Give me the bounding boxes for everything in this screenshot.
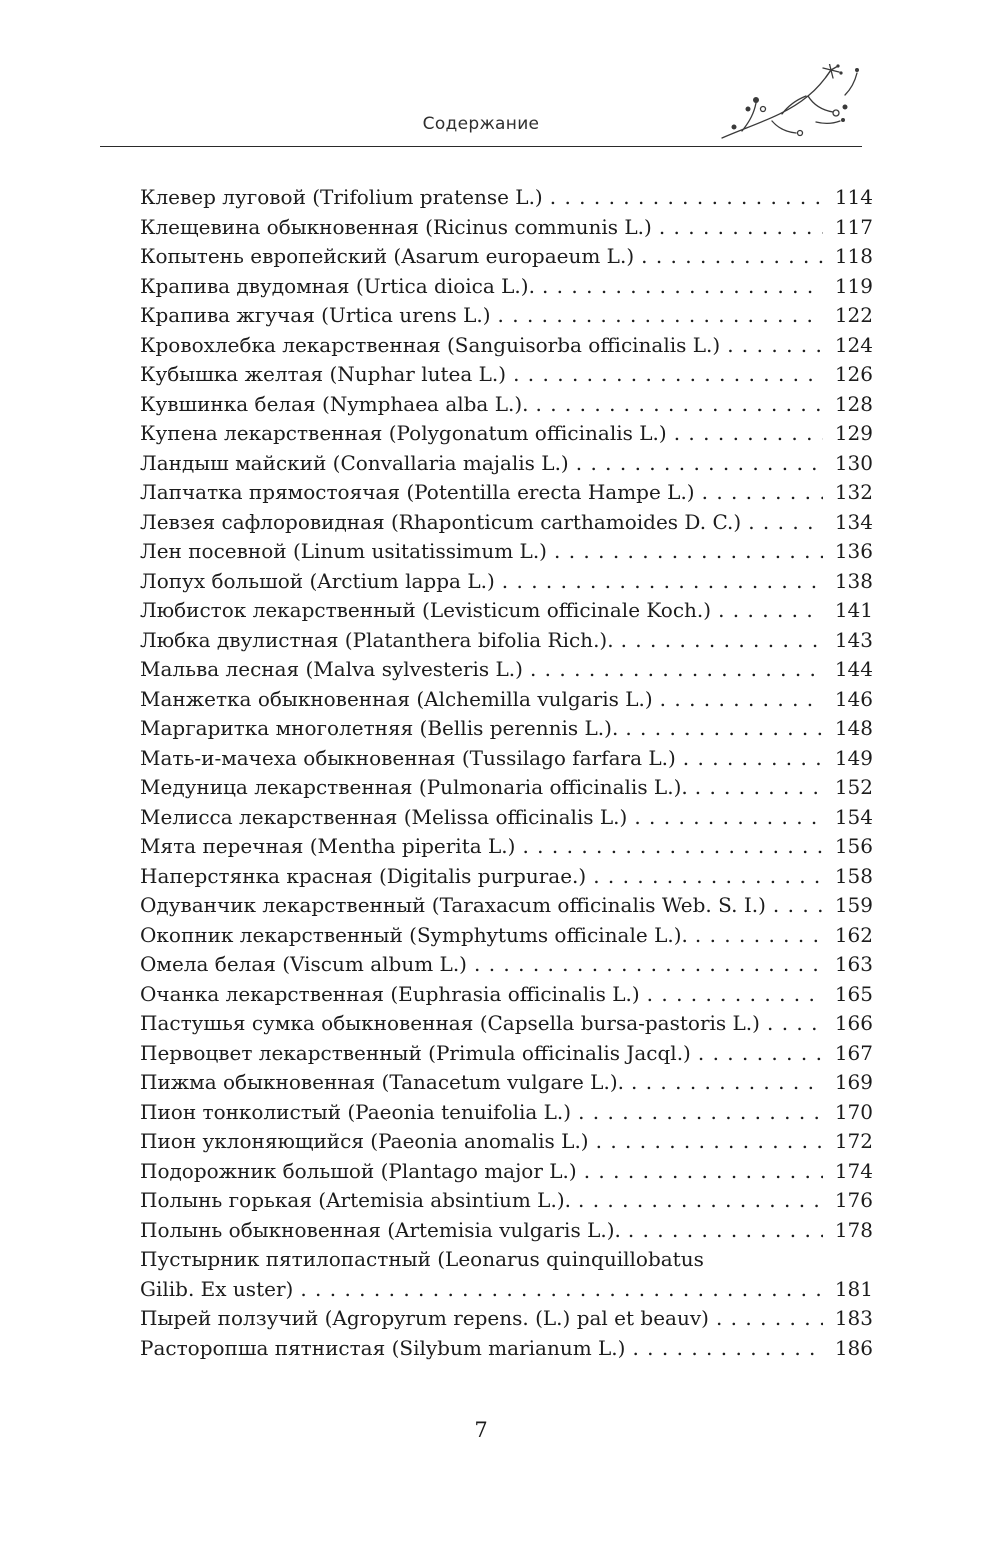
toc-entry — [140, 773, 873, 803]
toc-entry — [140, 1304, 873, 1334]
toc-dot-leader — [767, 1009, 823, 1039]
toc-entry-title: Пион тонколистый (Paeonia tenuifolia L.) — [140, 1099, 572, 1124]
toc-entry-page: 129 — [834, 421, 873, 445]
toc-entry-page: 136 — [834, 539, 873, 563]
toc-entry-title: Любисток лекарственный (Levisticum officinale Koch.) — [140, 598, 712, 622]
toc-dot-leader — [474, 950, 823, 980]
toc-entry-page: 167 — [834, 1040, 873, 1065]
toc-entry — [140, 449, 873, 479]
toc-entry-title: Крапива двудомная (Urtica dioica L.). — [140, 273, 535, 298]
toc-entry-title: Омела белая (Viscum album L.) — [140, 952, 467, 976]
toc-entry-page: 117 — [834, 214, 873, 239]
toc-entry-title: Мята перечная (Mentha piperita L.) — [140, 834, 516, 858]
toc-entry-page: 158 — [834, 863, 873, 888]
toc-dot-leader — [300, 1275, 823, 1305]
toc-entry-title: Левзея сафлоровидная (Rhaponticum carthamoides D. C.) — [140, 509, 742, 534]
toc-entry-title: Лапчатка прямостоячая (Potentilla erecta Hampe L.) — [140, 480, 695, 504]
toc-dot-leader — [647, 980, 823, 1010]
toc-entry-page: 124 — [834, 332, 873, 357]
toc-list — [140, 183, 873, 1363]
toc-entry — [140, 360, 873, 390]
toc-dot-leader — [716, 1304, 823, 1334]
toc-entry-title: Пижма обыкновенная (Tanacetum vulgare L.). — [140, 1070, 624, 1094]
toc-entry-title: Кубышка желтая (Nuphar lutea L.) — [140, 362, 507, 386]
toc-entry-title: Очанка лекарственная (Euphrasia officinalis L.) — [140, 981, 640, 1006]
toc-entry — [140, 1275, 873, 1305]
toc-entry — [140, 242, 873, 272]
toc-entry — [140, 744, 873, 774]
toc-dot-leader — [542, 272, 823, 302]
toc-entry-title: Мальва лесная (Malva sylvesteris L.) — [140, 657, 523, 681]
toc-entry — [140, 832, 873, 862]
toc-dot-leader — [554, 537, 823, 567]
toc-entry — [140, 803, 873, 833]
toc-entry-title: Кровохлебка лекарственная (Sanguisorba officinalis L.) — [140, 332, 721, 357]
toc-entry-page: 126 — [834, 362, 873, 386]
toc-dot-leader — [718, 596, 823, 626]
toc-entry-title: Лопух большой (Arctium lappa L.) — [140, 568, 495, 593]
toc-entry-title: Пырей ползучий (Agropyrum repens. (L.) pal et beauv) — [140, 1306, 709, 1330]
toc-entry — [140, 537, 873, 567]
toc-entry — [140, 390, 873, 420]
toc-entry — [140, 1009, 873, 1039]
toc-entry — [140, 1068, 873, 1098]
header-divider-rule — [100, 146, 862, 147]
toc-entry-title: Пион уклоняющийся (Paeonia anomalis L.) — [140, 1129, 589, 1153]
toc-entry — [140, 1186, 873, 1216]
toc-entry-page: 149 — [834, 745, 873, 770]
toc-dot-leader — [698, 1039, 823, 1069]
toc-entry-title: Лен посевной (Linum usitatissimum L.) — [140, 539, 547, 563]
toc-entry — [140, 950, 873, 980]
toc-entry-title: Любка двулистная (Platanthera bifolia Rich.). — [140, 627, 614, 652]
toc-entry — [140, 567, 873, 597]
toc-entry-page: 162 — [834, 922, 873, 947]
toc-entry-page: 148 — [834, 716, 873, 740]
toc-entry — [140, 891, 873, 921]
toc-entry — [140, 478, 873, 508]
toc-entry — [140, 1245, 873, 1275]
toc-dot-leader — [596, 1127, 823, 1157]
toc-entry — [140, 1098, 873, 1128]
toc-dot-leader — [631, 1068, 823, 1098]
toc-entry — [140, 1127, 873, 1157]
toc-entry-page: 128 — [834, 391, 873, 416]
toc-dot-leader — [634, 803, 823, 833]
toc-entry-page: 169 — [834, 1070, 873, 1094]
toc-entry-page: 132 — [834, 480, 873, 504]
toc-entry-title: Маргаритка многолетняя (Bellis perennis L.). — [140, 716, 619, 740]
toc-dot-leader — [530, 655, 823, 685]
toc-entry-page: 176 — [834, 1188, 873, 1212]
toc-entry-title: Подорожник большой (Plantago major L.) — [140, 1158, 577, 1183]
toc-entry-page: 122 — [834, 303, 873, 327]
toc-entry — [140, 685, 873, 715]
toc-entry-page: 146 — [834, 686, 873, 711]
toc-dot-leader — [625, 714, 823, 744]
toc-entry — [140, 331, 873, 361]
toc-entry — [140, 655, 873, 685]
toc-entry-page: 159 — [834, 893, 873, 917]
toc-entry — [140, 1334, 873, 1364]
toc-entry-title: Медуница лекарственная (Pulmonaria officinalis L.). — [140, 775, 688, 799]
footer-page-number: 7 — [474, 1418, 488, 1442]
toc-dot-leader — [702, 478, 823, 508]
toc-entry-page: 141 — [834, 598, 873, 622]
toc-entry-title: Полынь обыкновенная (Artemisia vulgaris L.). — [140, 1217, 621, 1242]
toc-entry-title: Копытень европейский (Asarum europaeum L.) — [140, 244, 635, 268]
toc-entry-page: 174 — [834, 1158, 873, 1183]
toc-entry-page: 156 — [834, 834, 873, 858]
toc-dot-leader — [498, 301, 823, 331]
toc-entry-page: 134 — [834, 509, 873, 534]
toc-entry-page: 172 — [834, 1129, 873, 1153]
toc-dot-leader — [695, 921, 823, 951]
toc-entry-page: 130 — [834, 450, 873, 475]
toc-dot-leader — [584, 1157, 823, 1187]
toc-entry — [140, 272, 873, 302]
toc-entry-page: 163 — [834, 952, 873, 976]
toc-entry-page: 143 — [834, 627, 873, 652]
toc-entry-page: 178 — [834, 1217, 873, 1242]
toc-entry — [140, 419, 873, 449]
toc-entry — [140, 1039, 873, 1069]
toc-entry — [140, 921, 873, 951]
toc-dot-leader — [659, 213, 823, 243]
toc-entry-page: 152 — [834, 775, 873, 799]
toc-dot-leader — [727, 331, 823, 361]
toc-entry-title: Кувшинка белая (Nymphaea alba L.). — [140, 391, 529, 416]
toc-entry-title: Купена лекарственная (Polygonatum officinalis L.) — [140, 421, 667, 445]
toc-dot-leader — [683, 744, 823, 774]
toc-entry-page: 118 — [834, 244, 873, 268]
toc-dot-leader — [660, 685, 823, 715]
toc-entry-page: 170 — [834, 1099, 873, 1124]
toc-entry-title: Окопник лекарственный (Symphytums officinale L.). — [140, 922, 688, 947]
toc-entry-title: Клевер луговой (Trifolium pratense L.) — [140, 185, 543, 209]
toc-entry-title: Мелисса лекарственная (Melissa officinalis L.) — [140, 804, 628, 829]
toc-entry-page: 165 — [834, 981, 873, 1006]
toc-entry-page: 181 — [834, 1276, 873, 1301]
toc-dot-leader — [628, 1216, 823, 1246]
page-header-title: Содержание — [422, 114, 540, 134]
toc-dot-leader — [550, 183, 823, 213]
toc-entry-page: 186 — [834, 1335, 873, 1360]
toc-dot-leader — [632, 1334, 823, 1364]
toc-dot-leader — [674, 419, 823, 449]
toc-dot-leader — [578, 1098, 823, 1128]
botanical-sketch-icon — [712, 64, 864, 150]
botanical-sketch-illustration — [712, 64, 864, 150]
toc-entry — [140, 596, 873, 626]
toc-dot-leader — [513, 360, 823, 390]
toc-entry-title: Одуванчик лекарственный (Taraxacum officinalis Web. S. I.) — [140, 893, 766, 917]
toc-entry-title: Пастушья сумка обыкновенная (Capsella bursa-pastoris L.) — [140, 1011, 760, 1035]
toc-dot-leader — [576, 449, 823, 479]
toc-entry — [140, 714, 873, 744]
toc-entry-title: Клещевина обыкновенная (Ricinus communis L.) — [140, 214, 652, 239]
toc-dot-leader — [502, 567, 823, 597]
toc-dot-leader — [593, 862, 823, 892]
toc-entry-title: Ландыш майский (Convallaria majalis L.) — [140, 450, 569, 475]
toc-entry — [140, 1216, 873, 1246]
toc-entry-title: Gilib. Ex uster) — [140, 1276, 294, 1301]
toc-entry — [140, 301, 873, 331]
toc-dot-leader — [578, 1186, 823, 1216]
toc-entry — [140, 626, 873, 656]
toc-entry-page: 166 — [834, 1011, 873, 1035]
toc-entry — [140, 508, 873, 538]
toc-dot-leader — [773, 891, 823, 921]
toc-entry — [140, 213, 873, 243]
toc-entry-title: Наперстянка красная (Digitalis purpurae.) — [140, 863, 587, 888]
toc-entry-page: 144 — [834, 657, 873, 681]
toc-entry-title: Полынь горькая (Artemisia absintium L.). — [140, 1188, 571, 1212]
toc-entry — [140, 980, 873, 1010]
toc-dot-leader — [641, 242, 823, 272]
toc-dot-leader — [536, 390, 823, 420]
toc-entry-title: Расторопша пятнистая (Silybum marianum L.) — [140, 1335, 626, 1360]
toc-dot-leader — [748, 508, 823, 538]
toc-entry-title: Пустырник пятилопастный (Leonarus quinquillobatus — [140, 1247, 704, 1271]
toc-dot-leader — [522, 832, 823, 862]
toc-entry-title: Манжетка обыкновенная (Alchemilla vulgaris L.) — [140, 686, 653, 711]
toc-entry-title: Первоцвет лекарственный (Primula officinalis Jacql.) — [140, 1040, 691, 1065]
toc-entry-page: 114 — [834, 185, 873, 209]
toc-entry — [140, 1157, 873, 1187]
toc-entry-page: 119 — [834, 273, 873, 298]
toc-entry-title: Мать-и-мачеха обыкновенная (Tussilago farfara L.) — [140, 745, 676, 770]
toc-entry-page: 183 — [834, 1306, 873, 1330]
toc-entry-page: 138 — [834, 568, 873, 593]
toc-entry-title: Крапива жгучая (Urtica urens L.) — [140, 303, 491, 327]
toc-dot-leader — [695, 773, 823, 803]
toc-entry-page: 154 — [834, 804, 873, 829]
toc-dot-leader — [621, 626, 823, 656]
toc-entry — [140, 183, 873, 213]
toc-entry — [140, 862, 873, 892]
